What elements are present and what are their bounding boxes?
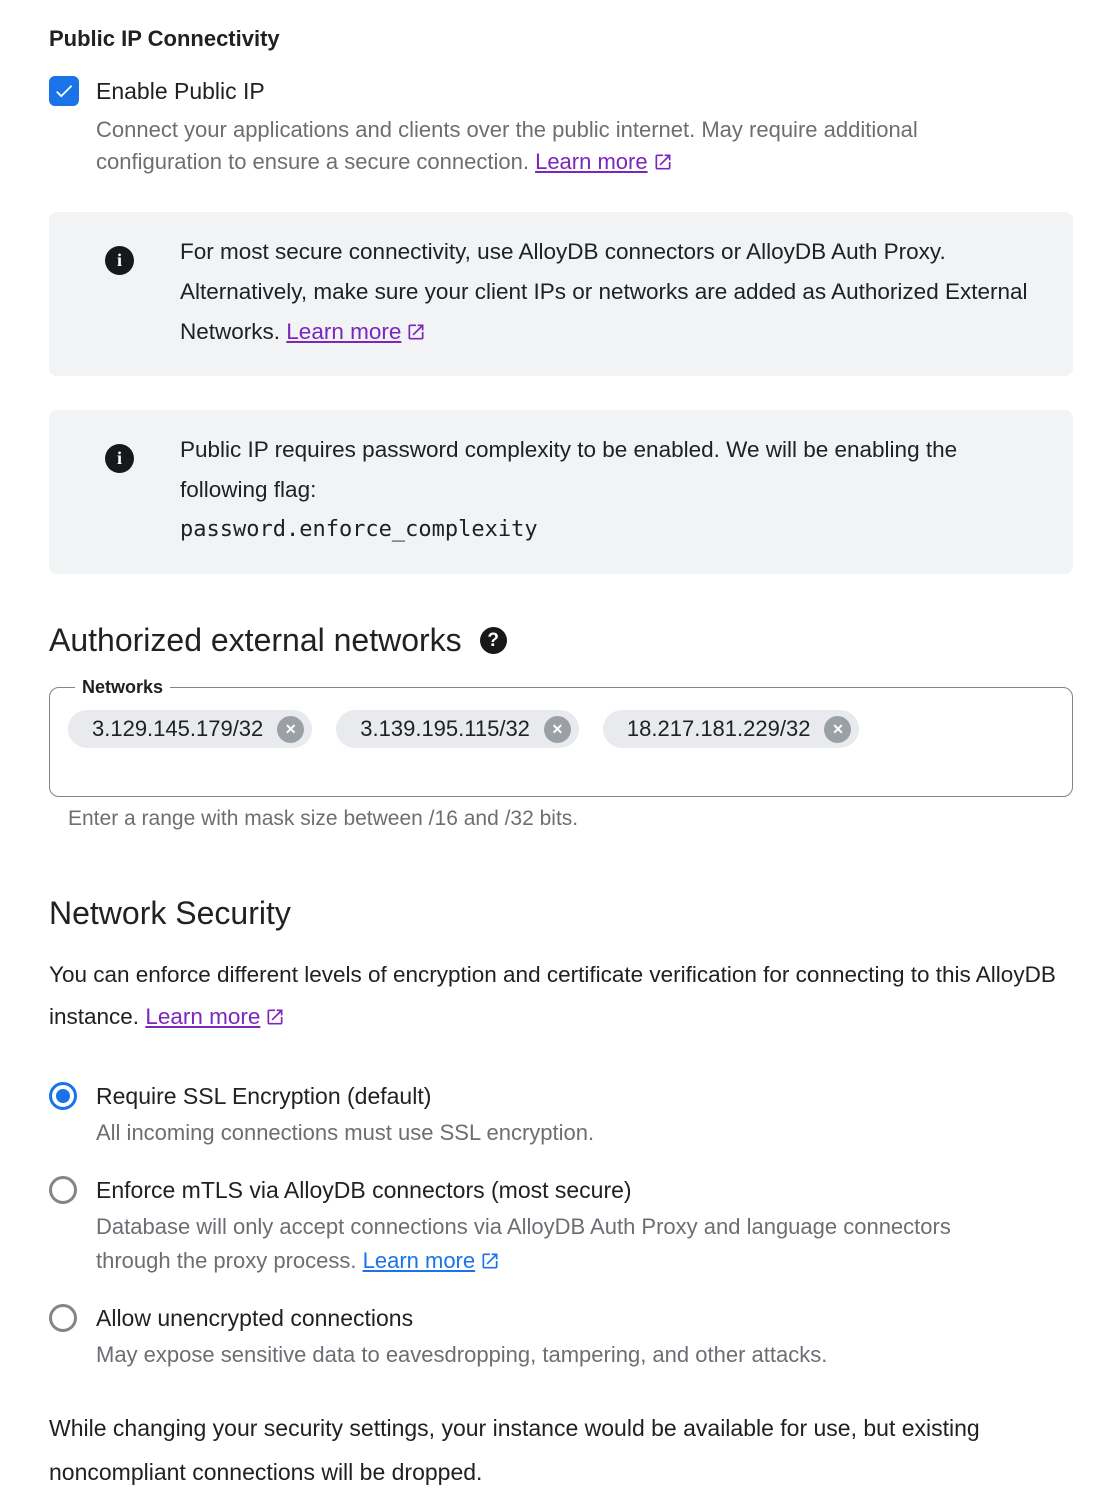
network-chip: 3.139.195.115/32 ✕ <box>336 710 579 748</box>
mtls-learn-more-link[interactable]: Learn more <box>363 1248 501 1273</box>
info-icon: i <box>105 246 134 275</box>
open-in-new-icon <box>653 152 673 172</box>
ssl-mode-radio-group <box>49 1082 1073 1372</box>
radio-row[interactable]: Require SSL Encryption (default) <box>49 1082 1073 1110</box>
networks-input-label: Networks <box>82 677 164 697</box>
security-change-footnote: While changing your security settings, your instance would be available for use, but existing noncompliant connections will be dropped. <box>49 1415 980 1485</box>
enable-public-ip-label[interactable]: Enable Public IP <box>96 77 265 104</box>
public-ip-learn-more-link[interactable]: Learn more <box>535 149 673 174</box>
radio-row[interactable]: Enforce mTLS via AlloyDB connectors (most secure) <box>49 1176 1073 1204</box>
security-learn-more-link[interactable]: Learn more <box>145 1004 285 1029</box>
enable-public-ip-row <box>49 76 1073 106</box>
radio-description: Database will only accept connections via AlloyDB Auth Proxy and language connectors through the proxy process. Learn more <box>96 1214 951 1273</box>
radio-option-require-ssl <box>49 1082 1073 1150</box>
info-banner-text: For most secure connectivity, use AlloyDB connectors or AlloyDB Auth Proxy. Alternatively, make sure your client IPs or networks are added as Authorized External Networks. Learn more <box>180 239 1028 344</box>
radio-description: May expose sensitive data to eavesdropping, tampering, and other attacks. <box>96 1342 828 1367</box>
radio-option-allow-unencrypted <box>49 1304 1073 1372</box>
close-icon[interactable]: ✕ <box>544 716 571 743</box>
open-in-new-icon <box>406 322 426 342</box>
network-chip-list <box>68 710 1054 748</box>
network-chip: 18.217.181.229/32 ✕ <box>603 710 860 748</box>
radio-description: All incoming connections must use SSL encryption. <box>96 1120 595 1145</box>
authorized-networks-heading: Authorized external networks ? <box>49 622 1073 659</box>
public-ip-description-text: Connect your applications and clients over the public internet. May require additional configuration to ensure a secure connection. <box>96 117 918 174</box>
flag-code: password.enforce_complexity <box>180 517 538 542</box>
info-banner-text: Public IP requires password complexity to be enabled. We will be enabling the following flag: password.enforce_complexity <box>180 430 1035 550</box>
radio-button-unselected[interactable] <box>49 1304 77 1332</box>
enable-public-ip-checkbox[interactable] <box>49 76 79 106</box>
network-chip: 3.129.145.179/32 ✕ <box>68 710 312 748</box>
info-banner-secure-connectivity <box>49 212 1073 376</box>
radio-row[interactable]: Allow unencrypted connections <box>49 1304 1073 1332</box>
help-icon[interactable]: ? <box>480 627 507 654</box>
info-banner-password-complexity <box>49 410 1073 574</box>
radio-button-unselected[interactable] <box>49 1176 77 1204</box>
radio-option-enforce-mtls <box>49 1176 1073 1278</box>
checkmark-icon <box>53 80 75 102</box>
section-title-public-ip: Public IP Connectivity <box>49 26 280 51</box>
networks-input[interactable] <box>49 677 1073 797</box>
open-in-new-icon <box>265 1007 285 1027</box>
networks-helper-text: Enter a range with mask size between /16 and /32 bits. <box>68 807 579 830</box>
public-ip-description <box>96 114 996 178</box>
network-security-heading: Network Security <box>49 895 291 931</box>
radio-button-selected[interactable] <box>49 1082 77 1110</box>
info-icon: i <box>105 444 134 473</box>
banner-learn-more-link[interactable]: Learn more <box>286 319 426 344</box>
close-icon[interactable]: ✕ <box>277 716 304 743</box>
open-in-new-icon <box>480 1251 500 1271</box>
close-icon[interactable]: ✕ <box>824 716 851 743</box>
network-security-intro: You can enforce different levels of encryption and certificate verification for connecting to this AlloyDB instance. Learn more <box>49 962 1056 1029</box>
